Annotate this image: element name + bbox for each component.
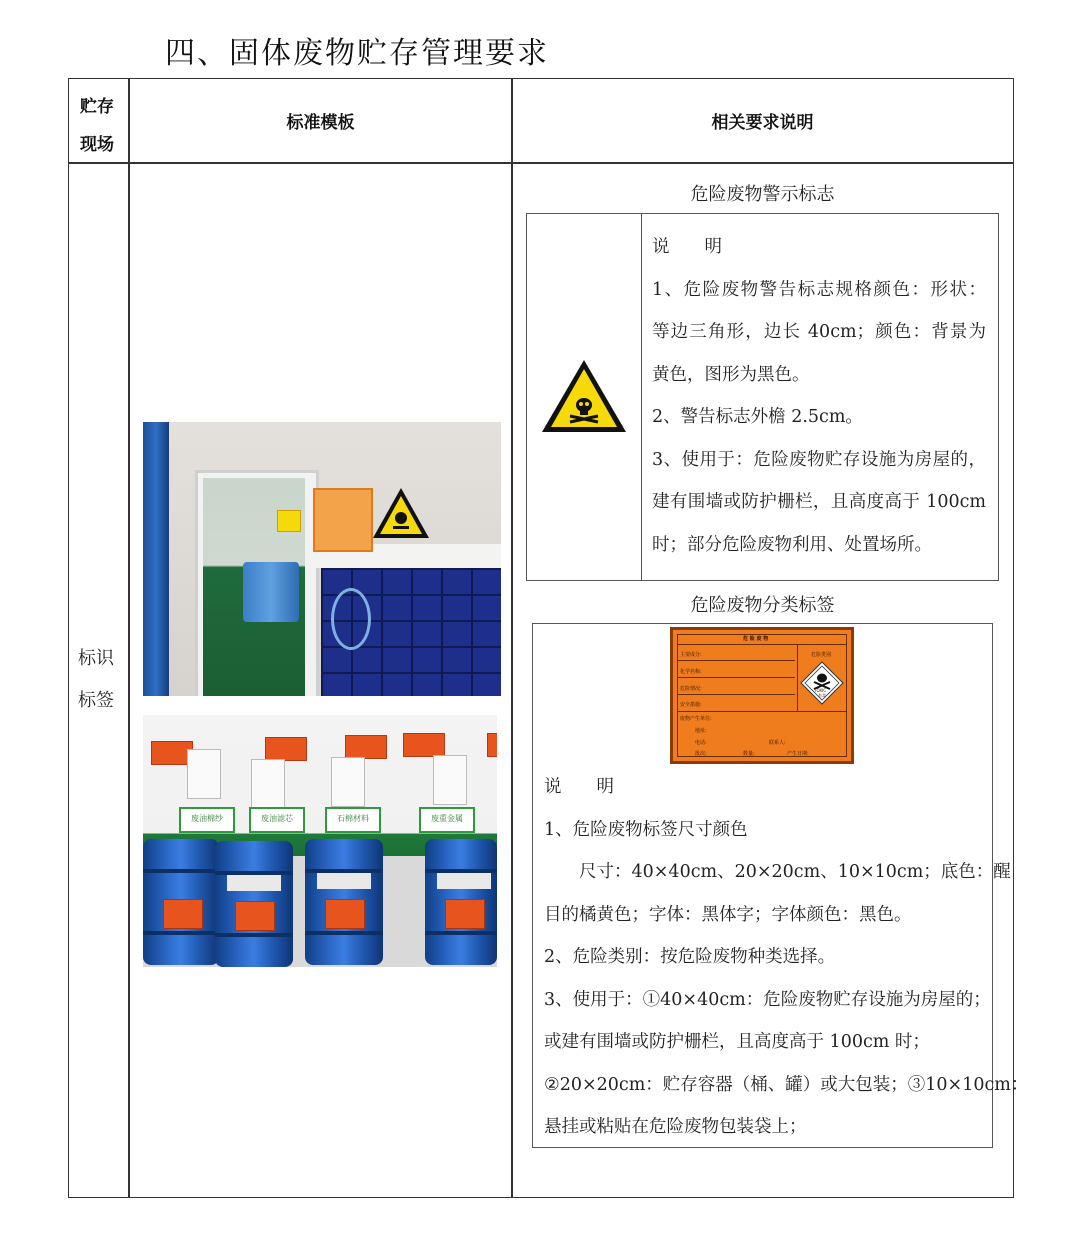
- header-standard-template: 标准模板: [286, 113, 355, 133]
- table-divider-col2: [511, 78, 513, 1198]
- warning-line: 建有围墙或防护栅栏，且高度高于 100cm: [652, 492, 986, 512]
- drum-tag-3: 石棉材料: [325, 807, 381, 833]
- label-field: 废物产生单位:: [680, 716, 712, 722]
- warning-line: 3、使用于：危险废物贮存设施为房屋的，: [652, 449, 986, 470]
- warning-line: 黄色，图形为黑色。: [652, 364, 810, 385]
- drum-tag-4: 废重金属: [419, 807, 475, 833]
- label-field: 产生日期:: [787, 751, 809, 757]
- warning-line: 1、危险废物警告标志规格颜色：形状：: [652, 279, 986, 300]
- warning-line: 2、警告标志外檐 2.5cm。: [652, 407, 863, 427]
- classification-line: 3、使用于：①40×40cm：危险废物贮存设施为房屋的；: [544, 989, 991, 1010]
- classification-line: 1、危险废物标签尺寸颜色: [544, 819, 748, 840]
- label-field: 危险情况:: [680, 686, 702, 692]
- classification-line: 尺寸：40×40cm、20×20cm、10×10cm；底色：醒: [544, 862, 1011, 882]
- notice-board: [313, 488, 373, 552]
- photo-storage-room-door: [143, 422, 501, 696]
- label-category: 危险类别: [811, 652, 832, 658]
- label-field: 数量:: [743, 751, 755, 757]
- label-field: 电话:: [695, 740, 707, 746]
- hazardous-waste-label-image: [670, 627, 854, 764]
- label-field: 化学名称:: [680, 669, 702, 675]
- header-storage-site: [70, 84, 128, 162]
- label-field: 主要成分:: [680, 652, 702, 658]
- classification-description: [544, 766, 1029, 1149]
- label-header: 危 险 废 物: [743, 636, 769, 642]
- header-requirements: 相关要求说明: [711, 113, 814, 133]
- classification-line: 目的橘黄色；字体：黑体字；字体颜色：黑色。: [544, 904, 912, 925]
- row-label-text: 标识标签: [78, 648, 114, 711]
- table-header-divider: [68, 162, 1014, 164]
- drum-tag-2: 废油滤芯: [249, 807, 305, 833]
- drum-tag-1: 废油棉纱: [179, 807, 235, 833]
- photo-labelled-drums: [143, 715, 497, 967]
- label-toxic-cn: 有毒: [818, 693, 826, 698]
- label-field: 安全措施:: [680, 702, 702, 708]
- warning-line: 时；部分危险废物利用、处置场所。: [652, 534, 932, 555]
- label-field: 批次:: [695, 751, 707, 757]
- hazard-warning-sign-icon: [540, 358, 628, 434]
- table-divider-col1: [128, 78, 130, 1198]
- label-field: 地址:: [695, 728, 707, 734]
- warning-line: 说 明: [652, 237, 722, 257]
- warning-sign-description: [652, 226, 986, 566]
- header-storage-site-text: 贮存现场: [80, 97, 114, 155]
- classification-line: 悬挂或粘贴在危险废物包装袋上；: [544, 1117, 807, 1137]
- classification-line: ②20×20cm：贮存容器（桶、罐）或大包装；③10×10cm：: [544, 1074, 1029, 1095]
- warning-box-divider: [641, 213, 642, 580]
- classification-label-subtitle: 危险废物分类标签: [690, 595, 835, 616]
- page-title: 四、固体废物贮存管理要求: [165, 36, 549, 71]
- classification-line: 说 明: [544, 777, 614, 797]
- toxic-diamond-icon: [799, 660, 845, 706]
- warning-sign-subtitle: 危险废物警示标志: [690, 184, 835, 205]
- row-label-identification: [78, 638, 118, 722]
- warning-line: 等边三角形，边长 40cm；颜色：背景为: [652, 322, 986, 342]
- warning-triangle-icon: [371, 486, 431, 540]
- label-field: 联系人:: [769, 740, 786, 746]
- classification-line: 2、危险类别：按危险废物种类选择。: [544, 947, 836, 967]
- classification-line: 或建有围墙或防护栅栏，且高度高于 100cm 时；: [544, 1032, 930, 1052]
- label-toxic: TOXIC: [814, 688, 827, 693]
